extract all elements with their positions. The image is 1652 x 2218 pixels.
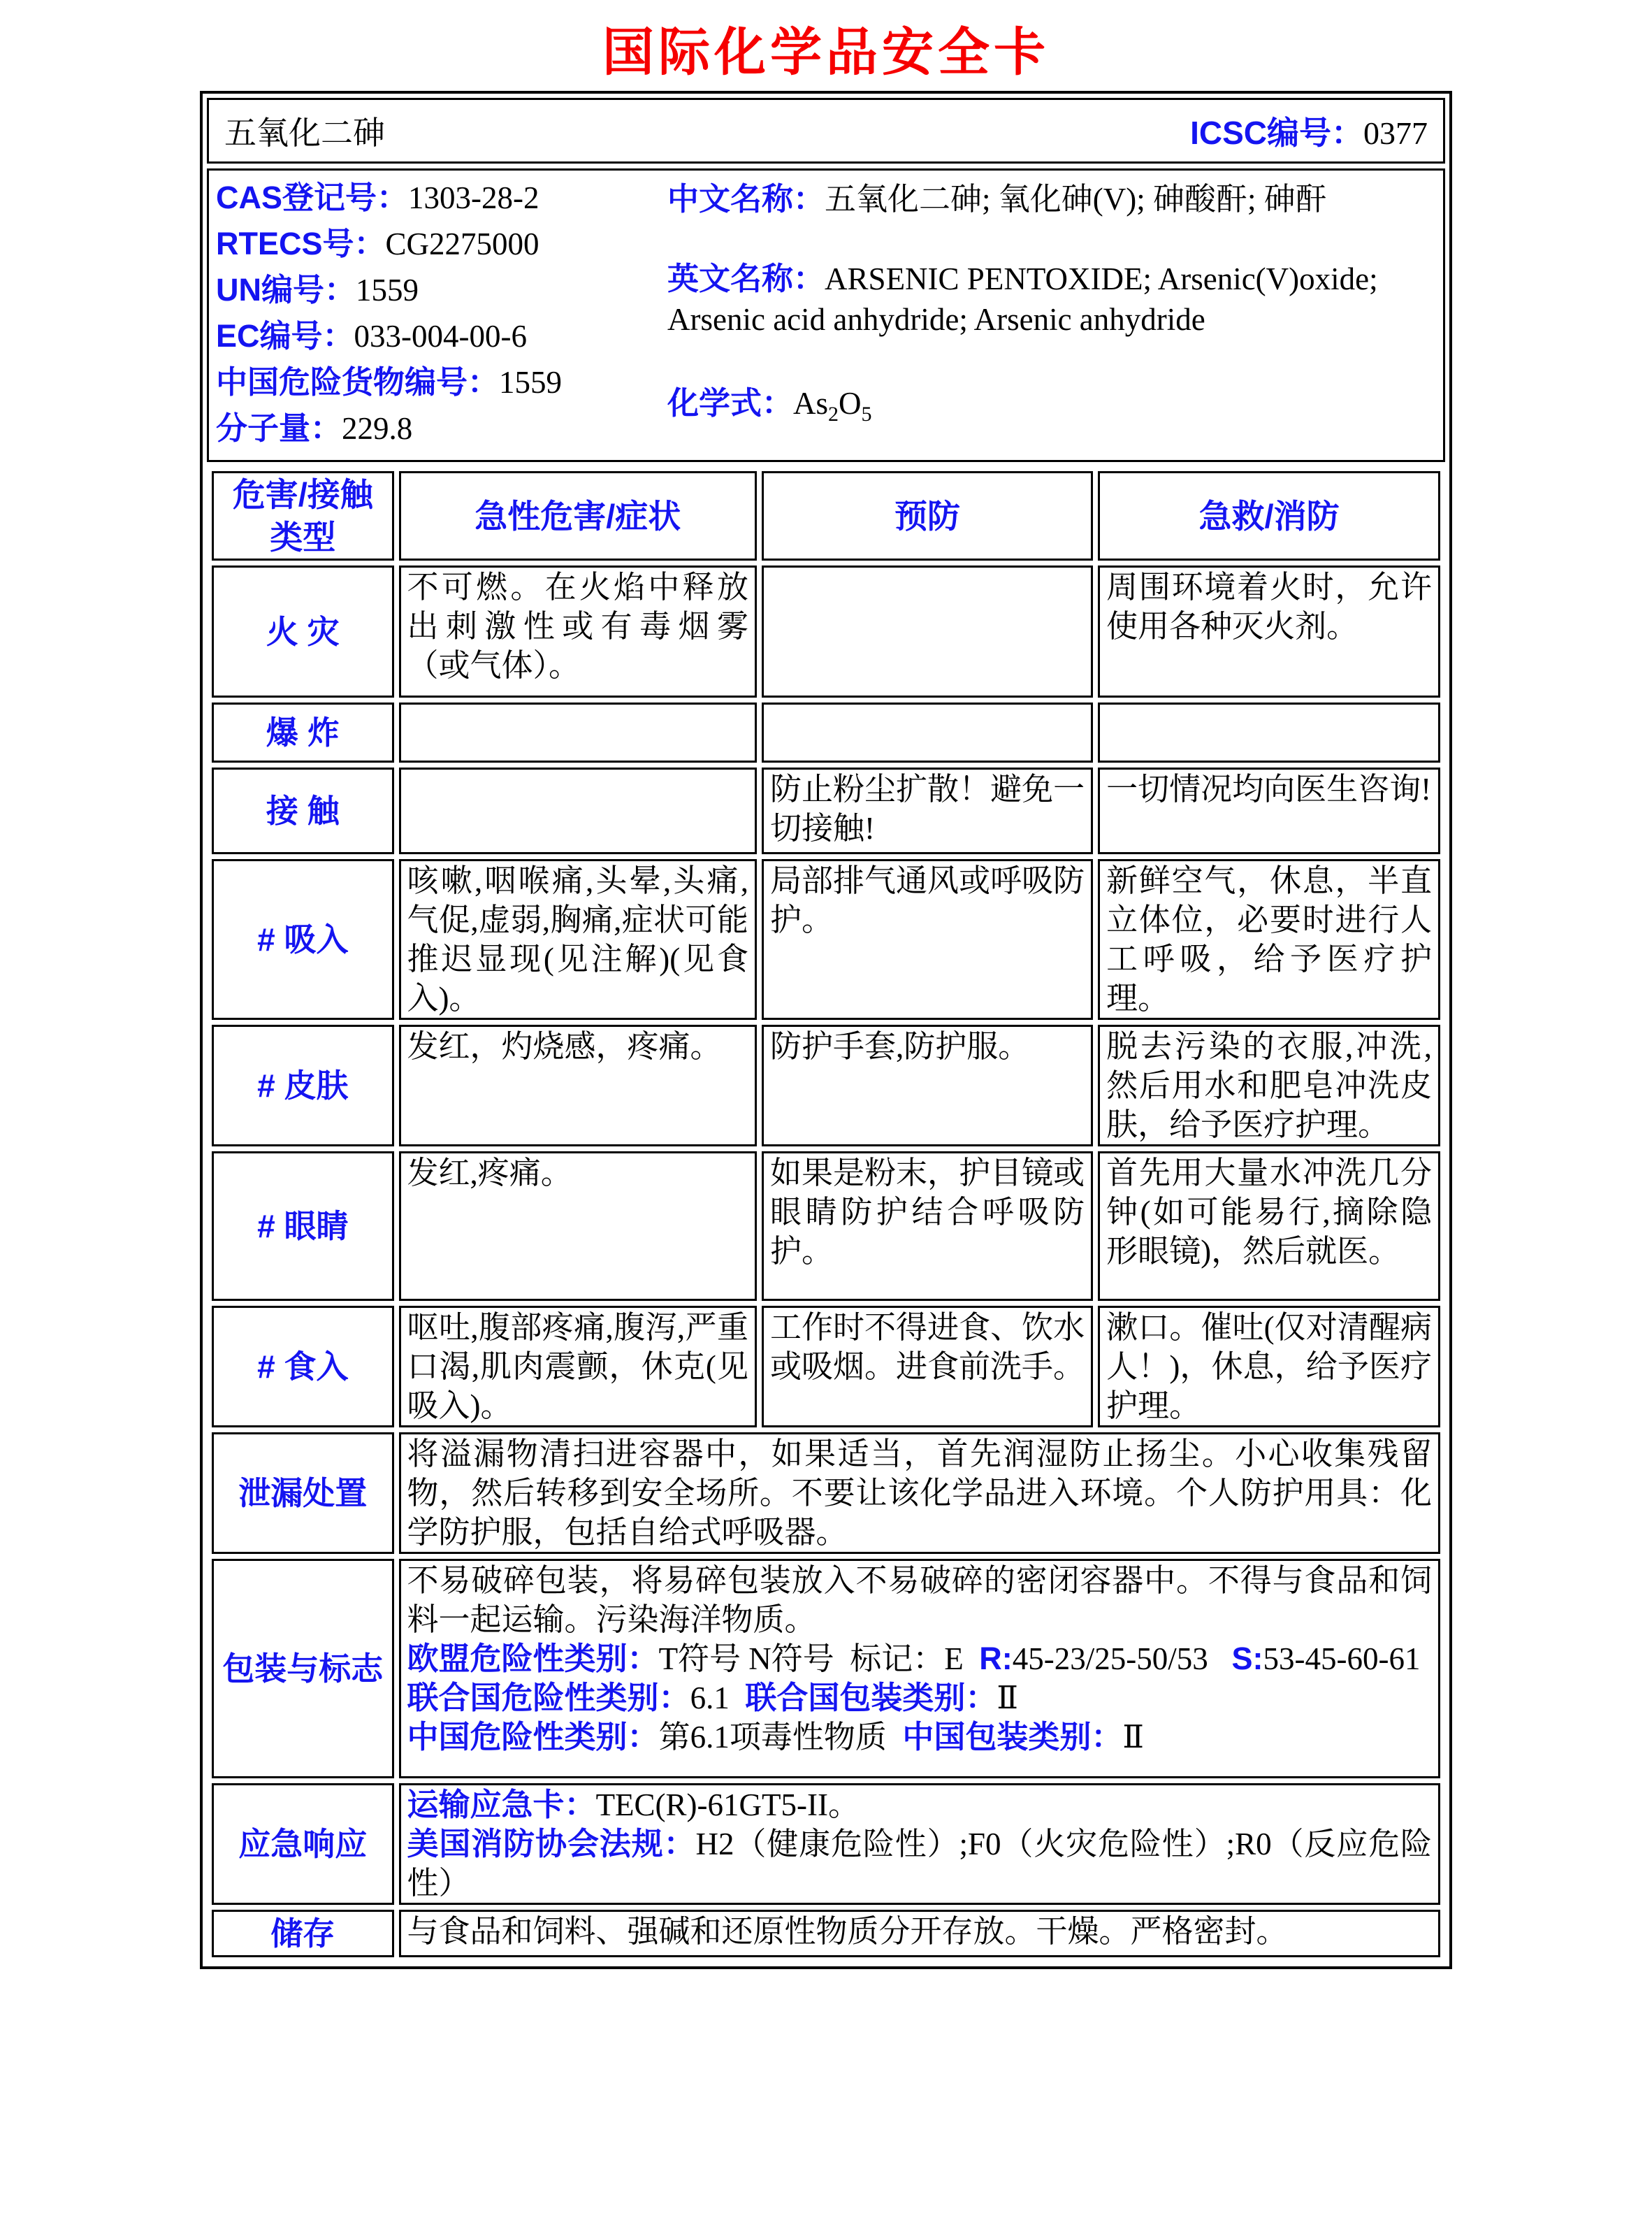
un-label: UN编号： bbox=[216, 272, 356, 308]
un-number-line bbox=[216, 267, 667, 313]
r-phrases-value: 45-23/25-50/53 bbox=[1012, 1641, 1232, 1677]
ec-value: 033-004-00-6 bbox=[354, 319, 527, 354]
formula-label: 化学式： bbox=[667, 385, 794, 421]
card-header-row bbox=[207, 98, 1445, 164]
r-phrases-label: R: bbox=[979, 1641, 1013, 1677]
fire-prevention-cell bbox=[762, 566, 1093, 698]
row-inhalation bbox=[212, 859, 1440, 1020]
china-pack-label: 中国包装类别： bbox=[902, 1719, 1123, 1755]
nfpa-value: H2（健康危险性）;F0（火灾危险性）;R0（反应危险性） bbox=[407, 1827, 1432, 1901]
eu-class-label: 欧盟危险性类别： bbox=[407, 1641, 659, 1677]
fire-symptoms-cell: 不可燃。在火焰中释放出刺激性或有毒烟雾（或气体）。 bbox=[399, 566, 757, 698]
english-name-label: 英文名称： bbox=[667, 261, 825, 296]
explosion-firstaid-cell bbox=[1098, 703, 1440, 763]
s-phrases-label: S: bbox=[1231, 1641, 1263, 1677]
formula-value: $As_2O_5$ bbox=[793, 386, 872, 426]
row-eyes bbox=[212, 1151, 1440, 1301]
icsc-number-group bbox=[1190, 108, 1428, 154]
contact-prevention-cell: 防止粉尘扩散！避免一切接触! bbox=[762, 768, 1093, 854]
header-prevention: 预防 bbox=[762, 471, 1093, 561]
header-firstaid-firefighting: 急救/消防 bbox=[1098, 471, 1440, 561]
page-title: 国际化学品安全卡 bbox=[602, 24, 1050, 82]
packaging-row-label: 包装与标志 bbox=[212, 1559, 394, 1778]
eyes-symptoms-cell: 发红,疼痛。 bbox=[399, 1151, 757, 1301]
china-class-value: 第6.1项毒性物质 bbox=[658, 1720, 887, 1755]
un-class-value: 6.1 bbox=[690, 1680, 730, 1716]
row-ingestion bbox=[212, 1306, 1440, 1427]
safety-card bbox=[200, 91, 1452, 1969]
china-dg-label: 中国危险货物编号： bbox=[216, 364, 500, 400]
ec-label: EC编号： bbox=[216, 318, 354, 354]
nfpa-line bbox=[407, 1824, 1432, 1903]
explosion-row-label: 爆 炸 bbox=[212, 703, 394, 763]
inhalation-firstaid-cell: 新鲜空气，休息，半直立体位，必要时进行人工呼吸，给予医疗护理。 bbox=[1098, 859, 1440, 1020]
molecular-weight-value: 229.8 bbox=[342, 411, 413, 446]
nfpa-label: 美国消防协会法规： bbox=[407, 1826, 696, 1862]
tec-line bbox=[407, 1785, 1432, 1824]
cas-number-line bbox=[216, 175, 667, 221]
packaging-transport-text: 不易破碎包装，将易碎包装放入不易破碎的密闭容器中。不得与食品和饲料一起运输。污染海洋物质。 bbox=[407, 1563, 1432, 1638]
explosion-symptoms-cell bbox=[399, 703, 757, 763]
ingestion-prevention-cell: 工作时不得进食、饮水或吸烟。进食前洗手。 bbox=[762, 1306, 1093, 1427]
un-pack-label: 联合国包装类别： bbox=[745, 1680, 997, 1716]
un-classification-line bbox=[407, 1678, 1432, 1717]
chinese-name-line bbox=[667, 179, 1436, 219]
inhalation-symptoms-cell: 咳嗽,咽喉痛,头晕,头痛,气促,虚弱,胸痛,症状可能推迟显现(见注解)(见食入)。 bbox=[399, 859, 757, 1020]
inhalation-row-label: # 吸入 bbox=[212, 859, 394, 1020]
skin-row-label: # 皮肤 bbox=[212, 1025, 394, 1146]
skin-symptoms-cell: 发红，灼烧感，疼痛。 bbox=[399, 1025, 757, 1146]
icsc-number: 0377 bbox=[1363, 115, 1428, 151]
chinese-name-label: 中文名称： bbox=[667, 181, 825, 217]
tec-value: TEC(R)-61GT5-II。 bbox=[595, 1787, 860, 1823]
eyes-row-label: # 眼睛 bbox=[212, 1151, 394, 1301]
china-dg-value: 1559 bbox=[499, 365, 563, 400]
eyes-firstaid-cell: 首先用大量水冲洗几分钟(如可能易行,摘除隐形眼镜)，然后就医。 bbox=[1098, 1151, 1440, 1301]
table-header-row bbox=[212, 471, 1440, 561]
row-packaging-labelling bbox=[212, 1559, 1440, 1778]
china-classification-line bbox=[407, 1717, 1432, 1757]
contact-symptoms-cell bbox=[399, 768, 757, 854]
molecular-weight-line bbox=[216, 405, 667, 452]
eyes-prevention-cell: 如果是粉末，护目镜或眼睛防护结合呼吸防护。 bbox=[762, 1151, 1093, 1301]
storage-content-cell: 与食品和饲料、强碱和还原性物质分开存放。干燥。严格密封。 bbox=[399, 1910, 1440, 1957]
rtecs-value: CG2275000 bbox=[385, 226, 539, 261]
cas-value: 1303-28-2 bbox=[408, 180, 539, 215]
identifiers-right-column bbox=[667, 175, 1443, 452]
ingestion-firstaid-cell: 漱口。催吐(仅对清醒病人！)，休息，给予医疗护理。 bbox=[1098, 1306, 1440, 1427]
tec-label: 运输应急卡： bbox=[407, 1787, 596, 1823]
row-emergency-response bbox=[212, 1783, 1440, 1905]
ingestion-symptoms-cell: 呕吐,腹部疼痛,腹泻,严重口渴,肌肉震颤，休克(见吸入)。 bbox=[399, 1306, 757, 1427]
row-fire bbox=[212, 566, 1440, 698]
formula-line bbox=[667, 383, 1436, 435]
spill-row-label: 泄漏处置 bbox=[212, 1432, 394, 1554]
rtecs-number-line bbox=[216, 221, 667, 267]
explosion-prevention-cell bbox=[762, 703, 1093, 763]
row-contact bbox=[212, 768, 1440, 854]
spill-content-cell: 将溢漏物清扫进容器中，如果适当，首先润湿防止扬尘。小心收集残留物，然后转移到安全场所。不要让该化学品进入环境。个人防护用具：化学防护服，包括自给式呼吸器。 bbox=[399, 1432, 1440, 1554]
un-pack-value: Ⅱ bbox=[997, 1680, 1018, 1716]
icsc-label: ICSC编号： bbox=[1190, 115, 1363, 151]
emergency-content-cell bbox=[399, 1783, 1440, 1905]
molecular-weight-label: 分子量： bbox=[216, 410, 342, 446]
row-spill-disposal bbox=[212, 1432, 1440, 1554]
un-value: 1559 bbox=[356, 273, 419, 308]
contact-row-label: 接 触 bbox=[212, 768, 394, 854]
s-phrases-value: 53-45-60-61 bbox=[1263, 1641, 1421, 1677]
emergency-row-label: 应急响应 bbox=[212, 1783, 394, 1905]
skin-firstaid-cell: 脱去污染的衣服,冲洗,然后用水和肥皂冲洗皮肤，给予医疗护理。 bbox=[1098, 1025, 1440, 1146]
identifiers-section bbox=[207, 168, 1445, 462]
china-class-label: 中国危险性类别： bbox=[407, 1719, 659, 1755]
eu-classification-line bbox=[407, 1639, 1432, 1678]
skin-prevention-cell: 防护手套,防护服。 bbox=[762, 1025, 1093, 1146]
china-pack-value: Ⅱ bbox=[1122, 1720, 1144, 1755]
un-class-label: 联合国危险性类别： bbox=[407, 1680, 690, 1716]
eu-class-value: T符号 N符号 标记：E bbox=[658, 1641, 980, 1677]
hazard-table bbox=[207, 466, 1445, 1962]
china-dg-number-line bbox=[216, 359, 667, 405]
fire-row-label: 火 灾 bbox=[212, 566, 394, 698]
english-name-value: ARSENIC PENTOXIDE; Arsenic(V)oxide; Arsenic acid anhydride; Arsenic anhydride bbox=[667, 261, 1378, 337]
packaging-content-cell bbox=[399, 1559, 1440, 1778]
inhalation-prevention-cell: 局部排气通风或呼吸防护。 bbox=[762, 859, 1093, 1020]
row-explosion bbox=[212, 703, 1440, 763]
identifiers-left-column bbox=[209, 175, 667, 452]
ingestion-row-label: # 食入 bbox=[212, 1306, 394, 1427]
row-skin bbox=[212, 1025, 1440, 1146]
chemical-name: 五氧化二砷 bbox=[224, 115, 385, 151]
ec-number-line bbox=[216, 313, 667, 359]
english-name-line bbox=[667, 259, 1436, 340]
rtecs-label: RTECS号： bbox=[216, 226, 386, 261]
chinese-name-value: 五氧化二砷; 氧化砷(V); 砷酸酐; 砷酐 bbox=[825, 182, 1327, 217]
contact-firstaid-cell: 一切情况均向医生咨询! bbox=[1098, 768, 1440, 854]
fire-firstaid-cell: 周围环境着火时，允许使用各种灭火剂。 bbox=[1098, 566, 1440, 698]
row-storage bbox=[212, 1910, 1440, 1957]
header-hazard-type: 危害/接触类型 bbox=[212, 471, 394, 561]
storage-row-label: 储存 bbox=[212, 1910, 394, 1957]
header-acute-symptoms: 急性危害/症状 bbox=[399, 471, 757, 561]
cas-label: CAS登记号： bbox=[216, 180, 409, 215]
